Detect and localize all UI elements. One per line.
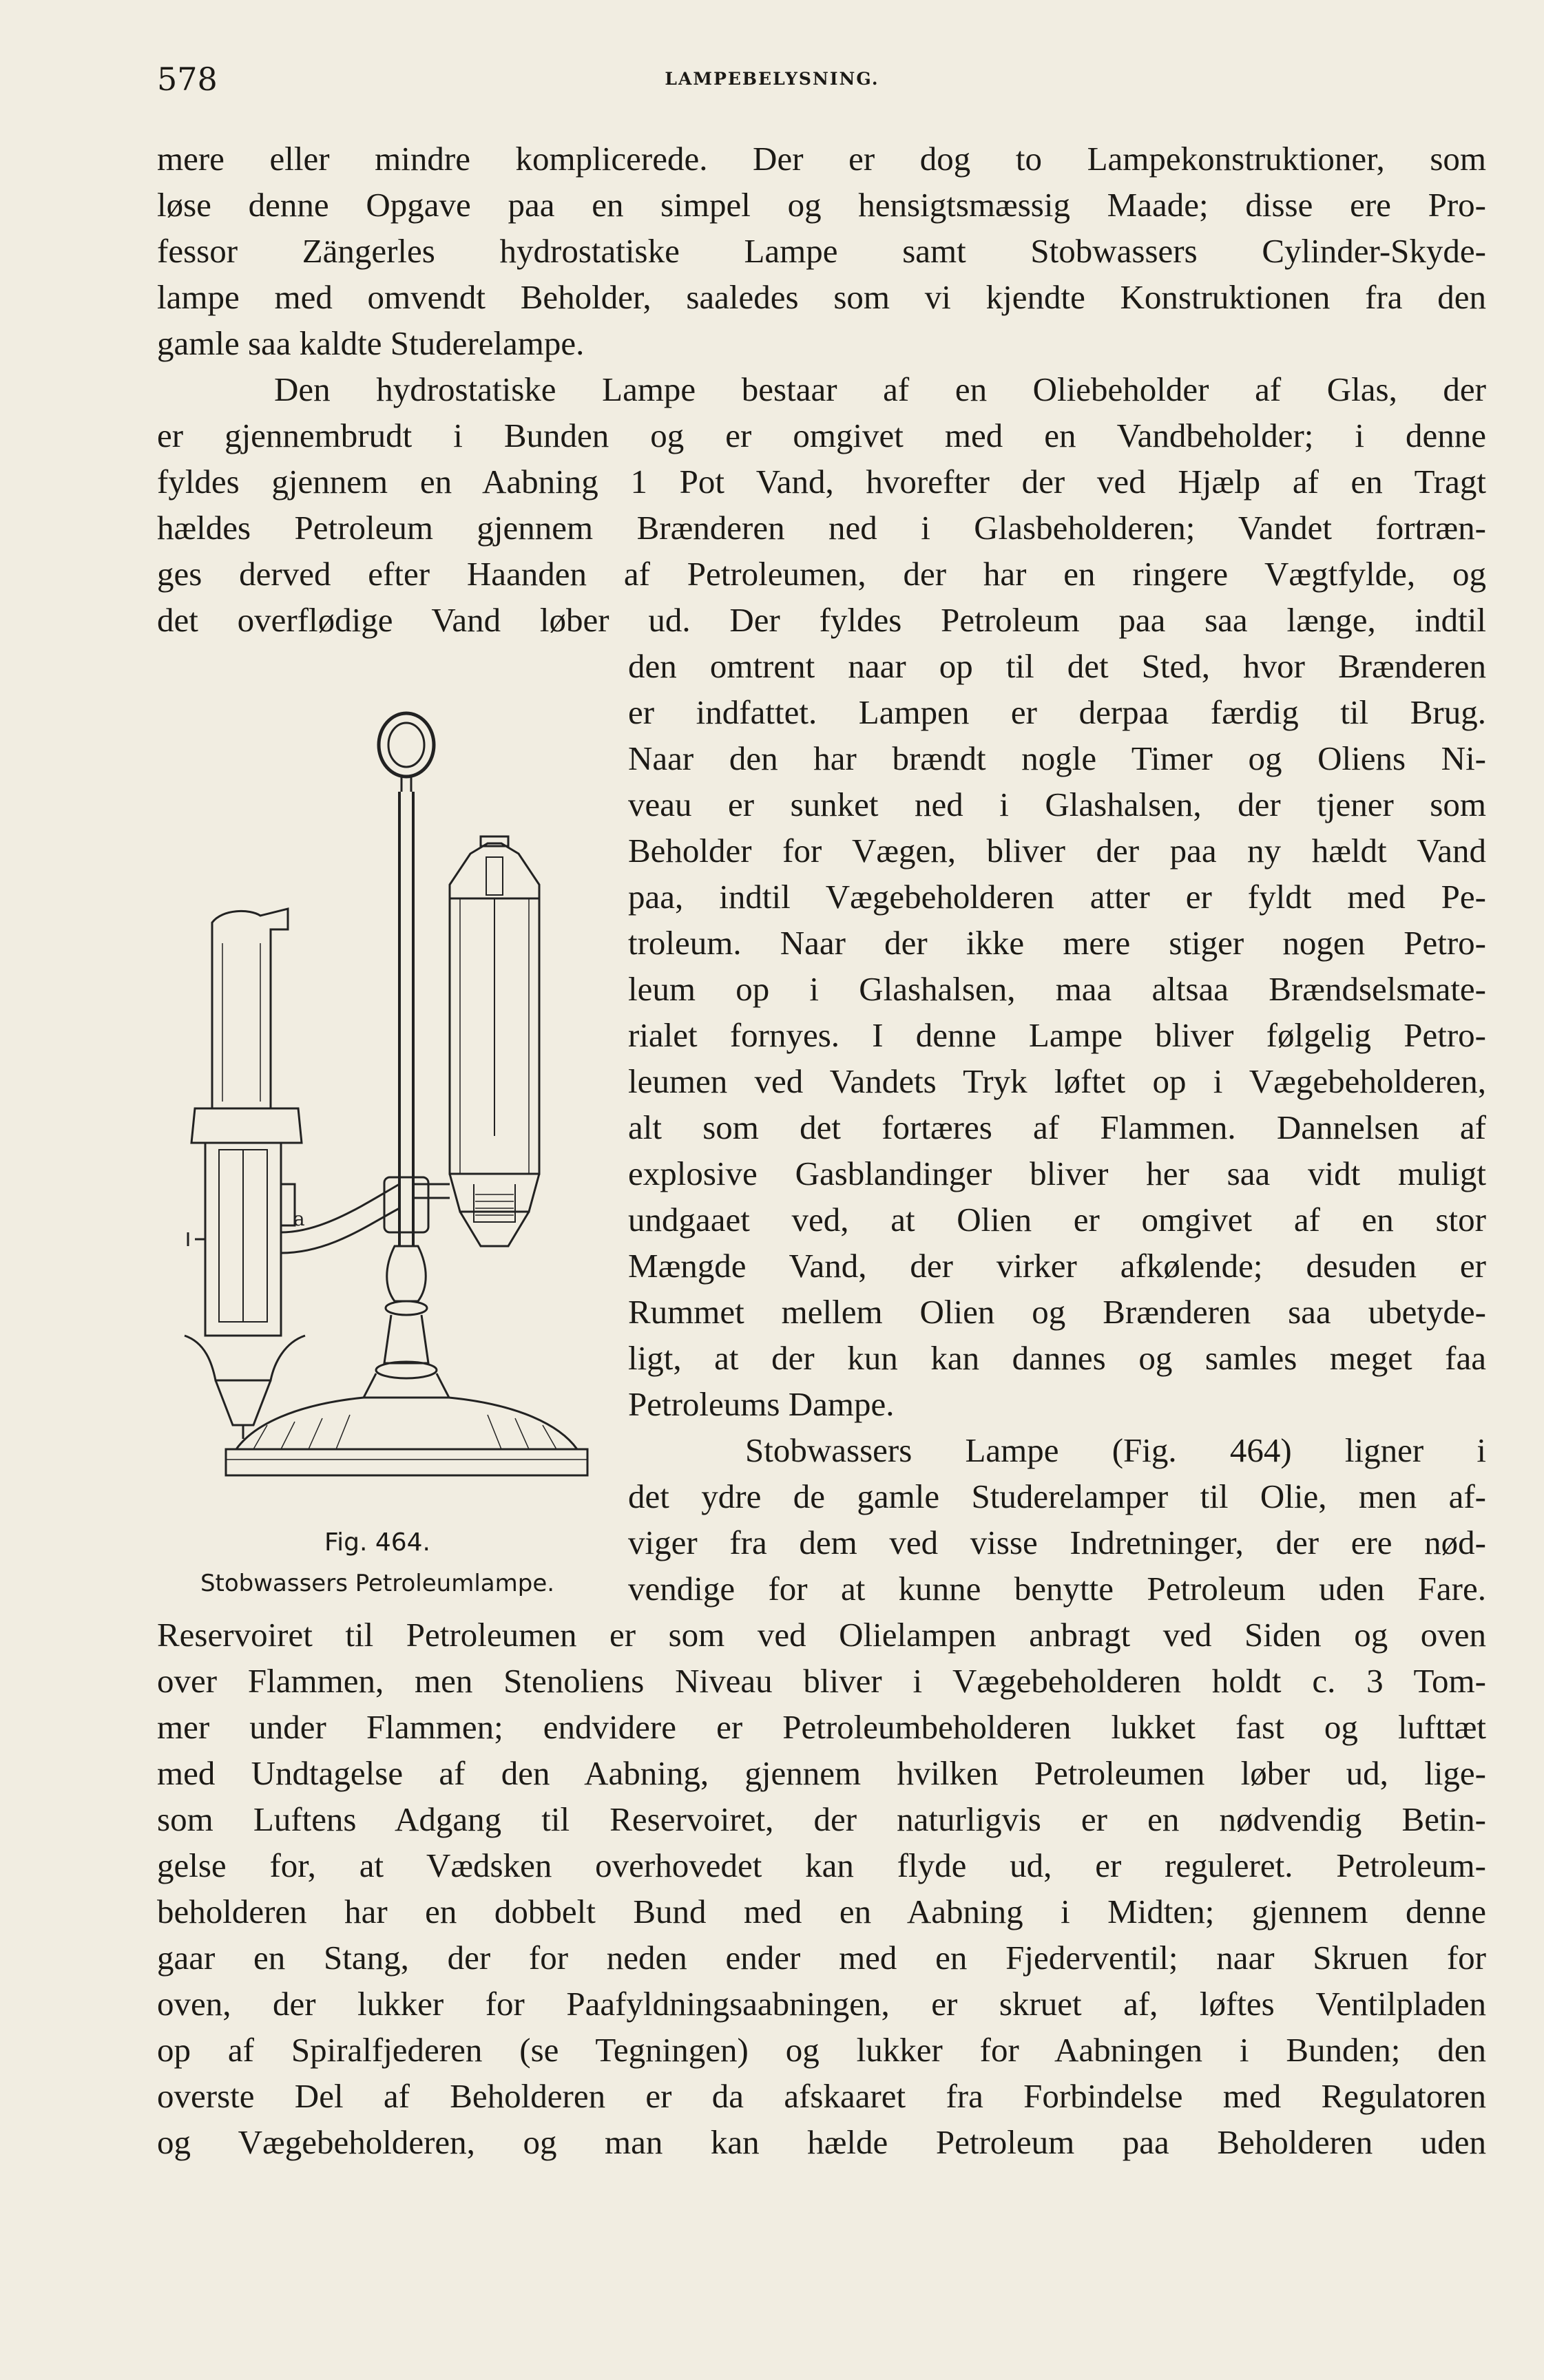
text-line: Naar den har brændt nogle Timer og Oliens Ni- [628, 739, 1486, 777]
text-line: den omtrent naar op til det Sted, hvor Brænderen [628, 647, 1486, 685]
running-head: LAMPEBELYSNING. [665, 69, 879, 89]
text-line: Mængde Vand, der virker afkølende; desuden er [628, 1247, 1486, 1285]
text-line: undgaaet ved, at Olien er omgivet af en stor [628, 1201, 1486, 1239]
text-line: mere eller mindre komplicerede. Der er dog to Lampekonstruktioner, som [157, 140, 1486, 178]
text-line: det overflødige Vand løber ud. Der fyldes Petroleum paa saa længe, indtil [157, 601, 1486, 639]
text-line: lampe med omvendt Beholder, saaledes som vi kjendte Konstruktionen fra den [157, 278, 1486, 316]
text-line: oven, der lukker for Paafyldningsaabningen, er skruet af, løftes Ventilpladen [157, 1985, 1486, 2023]
text-line: gamle saa kaldte Studerelampe. [157, 324, 585, 362]
text-line: viger fra dem ved visse Indretninger, der ere nød- [628, 1524, 1486, 1561]
text-line: Rummet mellem Olien og Brænderen saa ubetyde- [628, 1293, 1486, 1331]
text-line: er gjennembrudt i Bunden og er omgivet med en Vandbeholder; i denne [157, 417, 1486, 454]
text-line: overste Del af Beholderen er da afskaaret fra Forbindelse med Regulatoren [157, 2077, 1486, 2115]
text-line: Petroleums Dampe. [628, 1385, 895, 1423]
text-line: ges derved efter Haanden af Petroleumen, der har en ringere Vægtfylde, og [157, 555, 1486, 593]
lamp-illustration [157, 702, 598, 1521]
text-line: og Vægebeholderen, og man kan hælde Petroleum paa Beholderen uden [157, 2123, 1486, 2161]
text-line: alt som det fortæres af Flammen. Dannelsen af [628, 1108, 1486, 1146]
text-line: er indfattet. Lampen er derpaa færdig til Brug. [628, 693, 1486, 731]
text-line: ligt, at der kun kan dannes og samles meget faa [628, 1339, 1486, 1377]
text-line: vendige for at kunne benytte Petroleum uden Fare. [628, 1570, 1486, 1608]
text-line: explosive Gasblandinger bliver her saa vidt muligt [628, 1155, 1486, 1192]
text-line: rialet fornyes. I denne Lampe bliver følgelig Petro- [628, 1016, 1486, 1054]
text-line: beholderen har en dobbelt Bund med en Aabning i Midten; gjennem denne [157, 1893, 1486, 1930]
text-line: veau er sunket ned i Glashalsen, der tjener som [628, 786, 1486, 823]
text-line: leum op i Glashalsen, maa altsaa Brændselsmate- [628, 970, 1486, 1008]
figure-number: Fig. 464. [324, 1528, 430, 1557]
text-line: løse denne Opgave paa en simpel og hensigtsmæssig Maade; disse ere Pro- [157, 186, 1486, 224]
text-line: Beholder for Vægen, bliver der paa ny hældt Vand [628, 832, 1486, 870]
text-line: troleum. Naar der ikke mere stiger nogen Petro- [628, 924, 1486, 962]
text-line: det ydre de gamle Studerelamper til Olie, men af- [628, 1477, 1486, 1515]
text-line: leumen ved Vandets Tryk løftet op i Vægebeholderen, [628, 1062, 1486, 1100]
text-line: paa, indtil Vægebeholderen atter er fyldt med Pe- [628, 878, 1486, 916]
text-line: gelse for, at Vædsken overhovedet kan flyde ud, er reguleret. Petroleum- [157, 1846, 1486, 1884]
text-line: fyldes gjennem en Aabning 1 Pot Vand, hvorefter der ved Hjælp af en Tragt [157, 463, 1486, 501]
text-line: Stobwassers Lampe (Fig. 464) ligner i [745, 1431, 1486, 1469]
text-line: over Flammen, men Stenoliens Niveau bliver i Vægebeholderen holdt c. 3 Tom- [157, 1662, 1486, 1700]
figure-label-a: a [293, 1208, 305, 1230]
text-line: gaar en Stang, der for neden ender med en Fjederventil; naar Skruen for [157, 1939, 1486, 1977]
text-line: Den hydrostatiske Lampe bestaar af en Oliebeholder af Glas, der [274, 370, 1486, 408]
text-line: fessor Zängerles hydrostatiske Lampe samt Stobwassers Cylinder-Skyde- [157, 232, 1486, 270]
text-line: hældes Petroleum gjennem Brænderen ned i Glasbeholderen; Vandet fortræn- [157, 509, 1486, 547]
page-number: 578 [157, 61, 218, 98]
text-line: Reservoiret til Petroleumen er som ved Olielampen anbragt ved Siden og oven [157, 1616, 1486, 1654]
text-line: med Undtagelse af den Aabning, gjennem hvilken Petroleumen løber ud, lige- [157, 1754, 1486, 1792]
figure-caption: Stobwassers Petroleumlampe. [200, 1570, 555, 1597]
text-line: mer under Flammen; endvidere er Petroleumbeholderen lukket fast og lufttæt [157, 1708, 1486, 1746]
text-line: op af Spiralfjederen (se Tegningen) og lukker for Aabningen i Bunden; den [157, 2031, 1486, 2069]
text-line: som Luftens Adgang til Reservoiret, der naturligvis er en nødvendig Betin- [157, 1800, 1486, 1838]
